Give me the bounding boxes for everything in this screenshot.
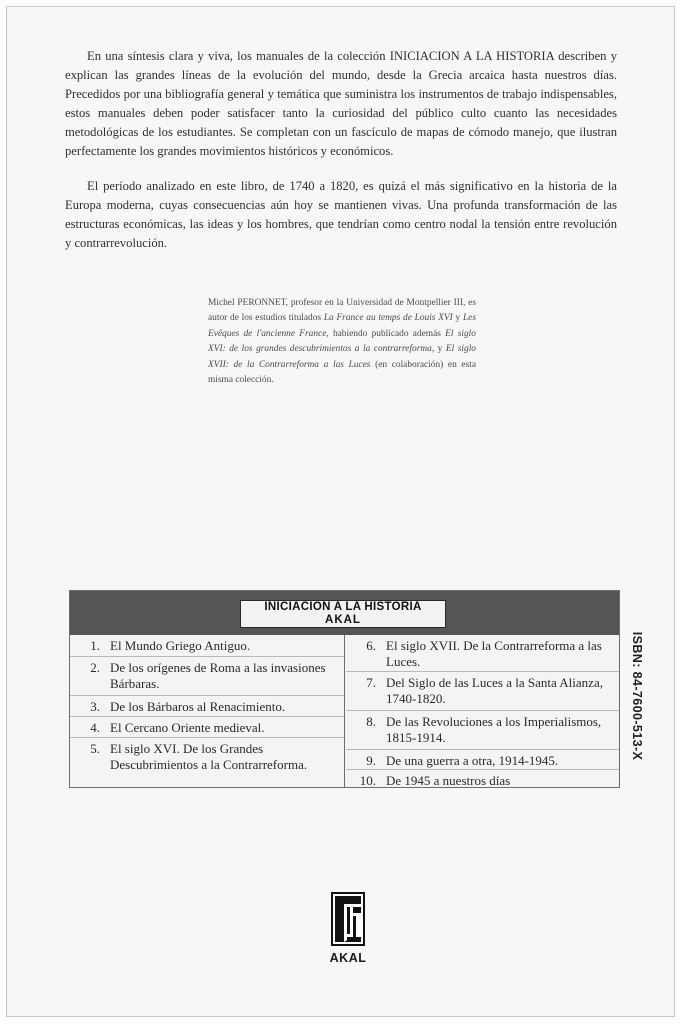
volume-item <box>70 657 344 696</box>
volume-column-right <box>346 635 619 787</box>
volume-title: De los Bárbaros al Renacimiento. <box>110 699 286 714</box>
volume-column-left <box>70 635 344 787</box>
isbn-text: ISBN: 84-7600-513-X <box>630 631 644 761</box>
volume-item <box>70 717 344 738</box>
volume-item <box>346 635 619 672</box>
volume-number: 6. <box>366 638 376 653</box>
volume-title: De los orígenes de Roma a las invasiones Bárbaras. <box>110 660 326 691</box>
column-divider <box>344 635 345 787</box>
isbn-label <box>627 619 647 774</box>
volume-number: 9. <box>366 753 376 768</box>
bio-connector-1: y <box>452 313 463 324</box>
volume-title: De una guerra a otra, 1914-1945. <box>386 753 559 768</box>
volume-item <box>70 738 344 786</box>
volume-item <box>346 672 619 711</box>
volume-title: De 1945 a nuestros días <box>386 773 511 788</box>
logo-wordmark: AKAL <box>329 951 367 965</box>
volume-number: 5. <box>90 741 100 756</box>
bio-book-title-3: El siglo XVI: de los grandes descubrimientos a la contrarreforma <box>208 328 476 355</box>
volume-number: 3. <box>90 699 100 714</box>
bio-book-title-1: La France au temps de Louis XVI <box>323 313 453 324</box>
volume-title: El siglo XVI. De los Grandes Descubrimientos a la Contrarreforma. <box>110 741 308 772</box>
volume-item <box>346 750 619 770</box>
series-publisher: AKAL <box>325 614 361 626</box>
volume-number: 7. <box>366 675 376 690</box>
volume-number: 1. <box>90 638 100 653</box>
volume-number: 2. <box>90 660 100 675</box>
series-title-box <box>240 600 446 628</box>
bio-book-title-2: Les Evêques de l'ancienne France <box>208 313 476 339</box>
akal-logo-icon <box>331 892 365 946</box>
description-paragraph-1: En una síntesis clara y viva, los manuales de la colección INICIACION A LA HISTORIA describen y explican las grandes líneas de la evolución del mundo, desde la Grecia arcaica hasta nuestros días. Precedidos por una bibliografía general y temática que suministra los instrumentos de trabajo indispensables, estos manuales deben poder satisfacer tanto la curiosidad del público culto cuanto las necesidades metodológicas de los estudiantes. Se completan con un fascículo de mapas de cómodo manejo, que ilustran perfectamente los grandes movimientos históricos y económicos. <box>65 49 617 158</box>
bio-intro: Michel PERONNET, profesor en la Universidad de Montpellier III, es autor de los estudios titulados <box>208 298 476 324</box>
series-header <box>70 591 619 635</box>
volume-number: 4. <box>90 720 100 735</box>
series-title: INICIACION A LA HISTORIA <box>264 601 422 613</box>
volume-item <box>346 711 619 750</box>
volume-title: El Mundo Griego Antiguo. <box>110 638 251 653</box>
bio-connector-2: , y <box>431 344 446 355</box>
volume-title: El Cercano Oriente medieval. <box>110 720 265 735</box>
bio-outro: (en colaboración) en esta misma colección. <box>208 359 476 386</box>
volume-title: El siglo XVII. De la Contrarreforma a las Luces. <box>386 638 602 669</box>
back-cover <box>6 6 675 1017</box>
series-volume-list <box>70 635 619 787</box>
volume-item <box>346 770 619 787</box>
volume-number: 8. <box>366 714 376 729</box>
volume-item <box>70 696 344 717</box>
volume-title: De las Revoluciones a los Imperialismos, 1815-1914. <box>386 714 602 745</box>
bio-mid: , habiendo publicado además <box>326 328 446 339</box>
author-bio <box>208 296 476 388</box>
volume-item <box>70 635 344 657</box>
bio-book-title-4: El siglo XVII: de la Contrarreforma a las Luces <box>208 344 476 370</box>
description-paragraph-2: El período analizado en este libro, de 1740 a 1820, es quizá el más significativo en la historia de la Europa moderna, cuyas consecuencias aún hoy se mantienen vivas. Una profunda transformación de las estructuras económicas, las ideas y los hombres, que tendrían como centro nodal la tensión entre revolución y contrarrevolución. <box>65 179 617 250</box>
series-box <box>69 590 620 788</box>
volume-title: Del Siglo de las Luces a la Santa Alianza, 1740-1820. <box>386 675 603 706</box>
volume-number: 10. <box>359 773 376 788</box>
